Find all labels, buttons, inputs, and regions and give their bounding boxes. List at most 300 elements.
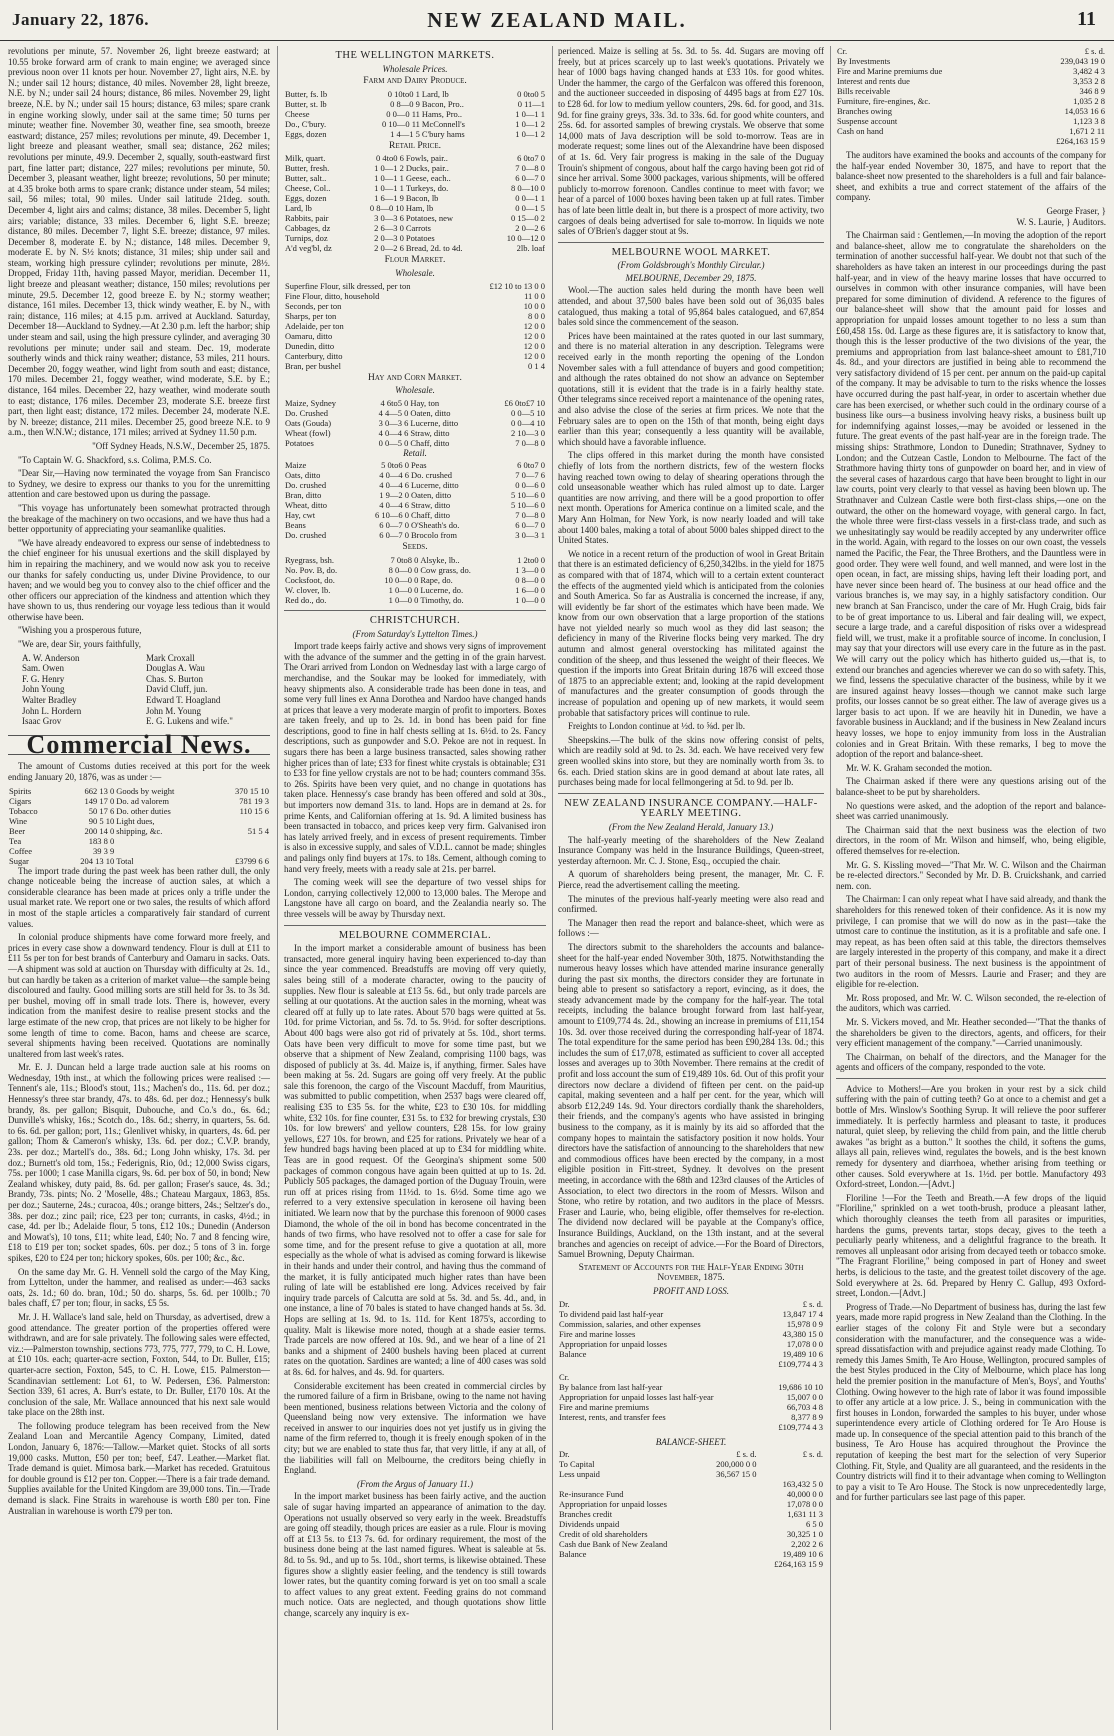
table-row — [836, 86, 1106, 96]
table-cell: 12 0 0 — [523, 320, 545, 331]
table-cell: 66,703 4 8 — [786, 1401, 823, 1412]
table-row — [558, 1422, 824, 1432]
table-row — [558, 1372, 824, 1382]
table-cell: Chaff, ditto — [410, 437, 450, 448]
table-cell — [702, 1529, 757, 1539]
table-cell: 4 4—5 0 — [378, 407, 409, 418]
table-cell: Seconds, per ton — [285, 300, 342, 311]
table-cell: Fine Flour, ditto, household — [285, 290, 380, 301]
table-row — [284, 555, 546, 565]
table-cell: Interest, rents, and transfer fees — [559, 1411, 666, 1422]
retail-table — [284, 153, 546, 253]
auditor-signature: George Fraser, } — [1046, 205, 1106, 216]
flour-subheading: Wholesale. — [395, 267, 435, 278]
table-cell: Dividends unpaid — [559, 1519, 620, 1530]
table-cell: Interest and rents due — [837, 76, 910, 86]
table-cell: £3799 6 6 — [235, 855, 269, 866]
advertisement: Advice to Mothers!—Are you broken in your rest by a sick child suffering with the pain of cutting teeth? Go at once to a chemist and get a bottle of Mrs. Winslow's Soothing Syrup. It will relieve the poor sufferer immediately. It is perfectly harmless and pleasant to taste, it produces natural, quiet sleep, by relieving the child from pain, and the little cherub awakes "as bright as a button." It soothes the child, it softens the gums, allays all pain, relieves wind, regulates the bowels, and is the best known remedy for dysentery and diarrhoea, whether arising from teething or other causes. Sold everywhere at 1s. 1½d. per bottle. Manufactory 493 Oxford-street, London.—[Advt.] — [836, 1083, 1106, 1190]
table-row — [836, 46, 1106, 56]
table-cell: O'Sheath's do. — [410, 520, 460, 531]
meeting-para: The Chairman said : Gentlemen,—In moving the adoption of the report and balance-sheet, allow me to congratulate the shareholders on the termination of another successful half-year. We doubt not that such of the shareholders as have taken an interest in our proceedings during the past half-year, and in view of the heavy marine losses that have occurred to ourselves in common with other insurance companies, will have been prepared for some diminution of dividend. A reference to the figures of our balance-sheet will show that the amount paid for losses and appropriation for unpaid losses amount together to no less a sum than £60,458 15s. 0d. Large as these figures are, it is satisfactory to know that, though this is the lesser productive of the two divisions of the year, the premiums and appropriation from last balance-sheet amount to £81,710 4s. 8d., and your directors are justified in being able to recommend the very satisfactory dividend of 15 per cent. per annum on the paid-up capital of the company. It may be advisable to turn to the risks whence the losses have occurred during the past half-year, in order to ascertain whether due care has been exercised, or whether such could in the ordinary course of a business like ours—a business involving heavy risks, a business built up for indemnifying against losses,—may be avoided or lessened in the future. The great events of the past half-year are in the foreign trade. The missing ships: Strathmore, London to Dunedin; Strathnaver, Sydney to London; and the Cutzean Castle, London to Melbourne. The fact of the Strathmore having thirty tons of gunpowder on board her, and in view of the several cases of hazardous cargo that have been brought to light in our law courts, point very clearly to that vessel as having been blown up. The Strathnaver and Culzean Castle were both first-class ships,—one on the outward, the other on the homeward voyage, with general cargo. In fact, the whole three were first-class vessels in a first-class trade, and such as we unhesitatingly say would be readily accepted by any underwriter office in the world. Again, with regard to the losses on our own coast, the vessels named the Pacific, the Fear, the Three Brothers, and the Dauntless were in good order. They were well found, and well manned, and were lost in the open ocean, in fact, are missing ships, having left their loading port, and have never since been heard of. The business at our head office and the various branches is, we may say, in a highly satisfactory condition. Our new branch at San Francisco, under the care of Mr. Hugh Craig, bids fair to be of great importance to us. Liberal and fair dealing will, we expect, secure a large trade, and a careful disposition of risks over a widespread field will, we trust, make it a profitable source of income. In conclusion, I may say that your directors will use every care in the future as in the past. We will carry out the policy which has hitherto guided us,—that is, to extend our branches and agencies wherever we can do so with safety. This, we find, lessens the speculative character of the business, while by it we are insured against heavy losses—though we cannot make such large profits, our losses cannot be so great either. The law of average gives us a larger basis to act upon. If we are heavily hit in Dunedin, we have a favorable business in Auckland; and if the business in New Zealand incurs heavy losses, we hope to enjoy immunity from loss in the Australian colonies and in Great Britain. With these remarks, I beg to move the adoption of the report and balance-sheet. — [836, 230, 1106, 760]
table-cell: Cow grass, do. — [420, 564, 471, 575]
hay-subheading: Wholesale. — [395, 385, 435, 396]
table-cell: Light dues, — [116, 815, 155, 826]
insurance-para: A quorum of shareholders being present, the manager, Mr. C. F. Pierce, read the advertisement calling the meeting. — [558, 869, 824, 890]
table-cell: 0 0—0 11 — [386, 108, 420, 119]
table-cell: Furniture, fire-engines, &c. — [837, 96, 931, 106]
profit-loss-heading: PROFIT AND LOSS. — [653, 1285, 729, 1296]
table-cell: Do. ad valorem — [116, 795, 169, 806]
table-cell: Milk, quart. — [285, 153, 326, 164]
table-cell: Cigars — [9, 795, 32, 806]
table-cell: To dividend paid last half-year — [559, 1308, 664, 1319]
table-cell: £264,163 15 9 — [1056, 136, 1105, 146]
signer: Edward T. Hoagland — [146, 695, 221, 706]
christchurch-para: The coming week will see the departure of two vessel ships for London, carrying collectively 12,000 to 13,000 bales. The Merope and Langstone have all cargo on board, and the Zealandia nearly so. The three vessels will be away by Thursday next. — [284, 877, 546, 919]
table-cell: 1 0—0 0 — [388, 594, 419, 605]
letter-closing: "We are, dear Sir, yours faithfully, — [18, 639, 141, 650]
table-cell: Brocolo from — [410, 530, 457, 541]
table-cell: Hay, cwt — [285, 510, 316, 521]
column-rule — [830, 46, 831, 1730]
table-row — [284, 233, 546, 243]
auditor-signature: W. S. Laurie, } Auditors. — [1016, 216, 1106, 227]
table-row — [284, 470, 546, 480]
table-cell: £ s. d. — [802, 1449, 823, 1460]
letter-para: "Dear Sir,—Having now terminated the voyage from San Francisco to Sydney, we desire to express our thanks to you for the unremitting attention and care bestowed upon us during the passage. — [8, 468, 270, 500]
table-cell: Fire and Marine premiums due — [837, 66, 943, 76]
commercial-para: Mr. E. J. Duncan held a large trade auction sale at his rooms on Wednesday, 19th inst., at which the following prices were realised :—Tennent's ale, 11s.; Blood's stout, 11s.; Machen's do., 11s. 6d. per doz.; Hennessy's three star brandy, 47s. to 48s. 6d. per doz.; Hennessy's bulk brandy, 8s. per gallon; Bisquit, Dubouche, and Co.'s do., 6s. 6d.; Dunville's whisky, 16s.; Scotch do., 18s. 6d.; sherry, in quarters, 5s. 6d. to 6s. 6d. per gallon; port, 11s.; Glenlivet whisky, in quarters, 4s. 6d. per gallon; Thom & Cameron's whisky, 13s. 6d. per doz.; C.V.P. brandy, 23s. per doz.; Martell's do., 38s. 6d.; Long John whisky, 17s. 3d. per doz.; Burnett's old tom, 15s.; Federignis, Rio, 0d.; 12,000 Swiss cigars, 75s. per 1000; 1 case Manilla cigars, 9s. 6d. per box of 50, in bond; New Zealand whiskey, duty paid, 8s. 6d. per gallon; Fraser's sauce, 4s. 3d.; Brandy, 73s. pints; No. 2 'Moselle, 48s.; Chateau Margaux, 1863, 85s. per doz.; Sauterne, 24s.; curacoa, 40s.; orange bitters, 24s.; Seltzer's do., 38s. per doz.; zinc pail; rice, £23 per ton; currants, in casks, 4½d.; in case, 4d. per lb.; Adelaide flour, 5 tons, £12 10s.; Dunedin (Anderson and Mowat's), 10 tons, £11; white lead, £40; No. 7 and 8 fencing wire, £18 to £19 per ton; socket spades, 60s. per doz.; 5 tons of 3 in. forge spikes, £20 to £24 per ton; hickory spokes, 60s. per 100; &c., &c. — [8, 1062, 270, 1263]
table-cell: Hay, ton — [410, 397, 440, 408]
melbourne-continued: perienced. Maize is selling at 5s. 3d. to 5s. 4d. Sugars are moving off freely, but at prices scarcely up to last week's quotations. Privately we hear of 1000 bags having changed hands at £33 10s. for good whites. Under the hammer, the cargo of the Gerfalcon was offered this forenoon, and the auctioneer succeeded in disposing of 4495 bags at from £27 10s. to £28 6d. for low to medium yellow counters, 29s. 6d. for good, and 31s. 9d. for fine grainy greys, 33s. 3d. to 33s. 6d. for good white counters, and 25s. 6d. for assorted samples of brewing crystals. We observe that some 14,000 mats of Java description will be sold to-morrow. Teas are in moderate request; some lines out of the Alexandrine have been disposed of at 1s. 6d. Very fair progress is making in the sale of the Duguay Trouin's shipment of congous, about half the cargo having been got rid of since her arrival. Some 3000 packages, various shipments, will be offered publicly to-morrow forenoon. Candles continue to meet with favor; we hear of a parcel of 1000 boxes having been taken up at full rates. Timber has of late been little dealt in, but there is a prospect of more activity, two cargoes of deals being advertised for sale to-morrow. In liquids we note sales of O'Brien's dagger stout at 9s. — [558, 46, 824, 237]
table-cell: 3,482 4 3 — [1073, 66, 1105, 76]
table-cell: Appropriation for unpaid losses — [559, 1499, 667, 1510]
table-cell — [212, 816, 270, 826]
signer: Mark Croxall — [146, 652, 195, 663]
table-row — [558, 1412, 824, 1422]
table-row — [558, 1359, 824, 1369]
letter-dateline: "Off Sydney Heads, N.S.W., December 25, 1875. — [92, 440, 270, 451]
table-cell: 1 2to0 0 — [517, 554, 545, 565]
table-row — [284, 510, 546, 520]
table-row — [558, 1329, 824, 1339]
table-cell: £109,774 4 3 — [778, 1358, 823, 1369]
table-row — [284, 575, 546, 585]
table-row — [8, 806, 270, 816]
table-cell: A'd veg'bl, dz — [285, 243, 332, 254]
table-row — [284, 119, 546, 129]
newspaper-title: NEW ZEALAND MAIL. — [427, 8, 687, 32]
table-cell: Canterbury, ditto — [285, 350, 343, 361]
table-row — [284, 321, 546, 331]
signer: F. G. Henry — [22, 673, 65, 684]
table-cell: Do. crushed — [285, 480, 327, 491]
table-cell: 1 0—1 1 — [515, 108, 545, 119]
table-cell: 12 0 0 — [523, 350, 545, 361]
table-cell: Cocksfoot, do. — [285, 574, 335, 585]
table-row — [558, 1402, 824, 1412]
table-cell: 183 8 0 — [88, 835, 115, 846]
table-cell — [702, 1489, 757, 1499]
table-cell — [115, 836, 212, 846]
table-cell: 0 15—0 2 — [511, 213, 545, 224]
table-cell: 17,078 0 0 — [786, 1499, 823, 1510]
table-cell: 15,007 0 0 — [786, 1391, 823, 1402]
table-cell: 1 9—2 0 — [379, 490, 409, 501]
table-cell: Spirits — [9, 785, 32, 796]
table-row — [558, 1459, 824, 1469]
divider — [284, 925, 546, 926]
table-cell: 10 0—0 0 — [384, 574, 419, 585]
table-cell: Balance — [559, 1549, 587, 1560]
table-cell: 17,078 0 0 — [786, 1338, 823, 1349]
meeting-para: Mr. Ross proposed, and Mr. W. C. Wilson seconded, the re-election of the auditors, which was carried. — [836, 992, 1106, 1014]
table-cell: Cheese — [285, 108, 310, 119]
table-cell: 0 4to0 6 — [375, 153, 404, 164]
table-cell: 30,325 1 0 — [786, 1529, 823, 1540]
table-cell: Superfine Flour, silk dressed, per ton — [285, 280, 411, 291]
table-cell: Oamaru, ditto — [285, 330, 333, 341]
table-row — [558, 1382, 824, 1392]
table-row — [836, 66, 1106, 76]
table-row — [836, 126, 1106, 136]
table-cell: 3 0—3 6 — [378, 417, 409, 428]
table-row — [284, 595, 546, 605]
table-cell: Credit of old shareholders — [559, 1529, 648, 1540]
table-cell: 8 0—0 0 — [388, 564, 419, 575]
table-cell: Fowls, pair.. — [405, 153, 448, 164]
table-row — [558, 1299, 824, 1309]
table-cell — [758, 1469, 824, 1479]
table-cell: 0 0—5 0 — [378, 437, 409, 448]
table-cell: Maize, Sydney — [285, 397, 336, 408]
table-cell: Appropriation for unpaid losses — [559, 1338, 667, 1349]
table-cell: Oats, ditto — [285, 470, 321, 481]
table-cell: Alsyke, lb.. — [420, 554, 460, 565]
table-row — [558, 1559, 824, 1569]
table-cell: 90 5 10 — [88, 815, 115, 826]
table-cell: Commission, salaries, and other expenses — [559, 1318, 701, 1329]
table-cell: 346 8 9 — [1079, 86, 1105, 96]
table-row — [836, 116, 1106, 126]
table-cell: 0 8—0 0 — [515, 574, 545, 585]
table-cell: 2 6—3 0 — [374, 223, 404, 234]
hay-heading: Hay and Corn Market. — [368, 372, 462, 383]
table-cell: 0 0—1 1 — [515, 193, 545, 204]
table-cell: 39 3 9 — [93, 845, 115, 856]
commercial-para: On the same day Mr. G. H. Vennell sold the cargo of the May King, from Lyttelton, under the hammer, and realised as under:—463 sacks oats, 2s. 1d.; 60 do. bran, 10d.; 50 do. sharps, 5s. 6d. per 100lb.; 70 bales chaff, £7 per ton; flour, in sacks, £5 5s. — [8, 1266, 270, 1309]
table-cell: Do. other duties — [116, 805, 171, 816]
table-cell: 1,123 3 8 — [1073, 116, 1105, 126]
table-cell: Sugar — [9, 855, 29, 866]
table-cell: 149 17 0 — [84, 795, 115, 806]
table-cell: 0 8—0 10 — [369, 203, 404, 214]
table-cell: Butter, salt.. — [285, 173, 327, 184]
signer: John Young — [22, 684, 65, 695]
voyage-log: revolutions per minute, 57. November 26, light breeze eastward; at 10.55 broke forward arm of crank to main engine; we averaged since previous noon over 11 knots per hour. November 27, light airs, N.E. by N.; under sail 12 hours; distance, 40 miles. November 28, light breeze, N.E. by N.; under sail 24 hours; distance, 86 miles. November 29, light breeze, N.E. by N.; under sail 15 hours; distance, 63 miles; spare crank in engine working slowly, under sail at the same time; 50 turns per minute; weather fine. November 30, weather fine, sea smooth, breeze eastward; distance, 257 miles; revolutions per minute, 49. December 1, light breeze and pleasant weather, small sea; distance, 262 miles; revolutions per minute, 49.9. December 2, squally, south-eastward first part, fine latter part; distance, 227 miles; revolutions per minute, 50. December 3, pleasant weather, light breeze; revolutions, 50 per minute; at 4.35 broke both arms to spare crank; distance under steam, 54 miles; sail, 56 miles; total, 90 miles. Under sail latitude 21deg. south. December 4, light airs and calms; distance, 38 miles. December 5, light airs; variable; distance, 33 miles. December 6, light S.E. breeze; distance, 80 miles. December 7, light S.E. breeze; distance, 97 miles. December 8, moderate E. by N.; distance, 148 miles. December 9, moderate E. by N. S½ knots; distance, 31 miles; ship under sail and steam, working high pressure cylinder; revolutions per minute, 28½. Dropped, Friday 11th, having passed Mayor, meridian. December 11, light breeze and pleasant weather; distance, 150 miles; revolutions per minute, 29.5. December 12, good breeze E. by N.; stormy weather; distance, 161 miles. December 13, thick windy weather, E. by N., with rain; distance, 116 miles; at 4.15 p.m. arrived at Auckland. Saturday, December 18—Auckland to Sydney.—At 2.30 p.m. left the harbor; ship under steam and sail, using the high pressure cylinder, and averaging 30 revolutions per minute; under sail and steam. Dec. 19, moderate southerly winds and thick rainy weather; distance, 53 miles, 211 hours. December 20, foggy weather, wind light from south and east; distance, 170 miles. December 21, foggy weather, wind moderate, S.E. by E.; distance, 164 miles. December 22, hazy weather, wind moderate south to east; distance, 176 miles. December 23, moderate S.E. breeze first part, then light east; distance, 172 miles. December 24, moderate N.E. by N. breeze; distance, 211 miles. December 25, good breeze N.E. to 9 a.m., then W.N.W.; distance, 171 miles; arrived at Sydney 11.50 p.m. — [8, 46, 270, 438]
table-cell: Cash on hand — [837, 126, 884, 136]
table-cell: Tobacco — [9, 805, 38, 816]
table-row — [284, 585, 546, 595]
insurance-heading: NEW ZEALAND INSURANCE COMPANY.—HALF-YEARLY MEETING. — [564, 797, 818, 820]
table-row — [836, 106, 1106, 116]
table-cell: 19,489 10 6 — [782, 1348, 823, 1359]
meeting-para: No questions were asked, and the adoption of the report and balance-sheet was carried unanimously. — [836, 800, 1106, 822]
table-cell: Bran, per bushel — [285, 360, 341, 371]
table-row — [284, 291, 546, 301]
meeting-para: The Chairman asked if there were any questions arising out of the balance-sheet to be put by shareholders. — [836, 776, 1106, 798]
advertisement: Floriline !—For the Teeth and Breath.—A few drops of the liquid "Floriline," sprinkled on a wet tooth-brush, produce a pleasant lather, which thoroughly cleanses the teeth from all parasites or impurities, hardens the gums, prevents tartar, stops decay, gives to the teeth a peculiarly pearly whiteness, and a delightful fragrance to the breath. It removes all unpleasant odor arising from decayed teeth or tobacco smoke. "The Fragrant Floriline," being composed in part of Honey and sweet herbs, is delicious to the taste, and the greatest toilet discovery of the age. Sold everywhere at 2s. 6d. Prepared by Henry C. Gallup, 493 Oxford-street, London.—[Advt.] — [836, 1192, 1106, 1299]
masthead — [0, 0, 1114, 41]
melbourne-heading: MELBOURNE COMMERCIAL. — [338, 929, 492, 941]
table-cell: Oats (Gouda) — [285, 417, 332, 428]
table-cell: 2 10—3 0 — [511, 427, 545, 438]
table-cell: Turnips, doz — [285, 233, 328, 244]
table-cell: 19,489 10 6 — [782, 1549, 823, 1560]
table-row — [8, 786, 270, 796]
table-cell: 0 0—4 10 — [511, 417, 545, 428]
table-row — [284, 243, 546, 253]
table-cell: shipping, &c. — [116, 825, 163, 836]
table-cell: 110 15 6 — [239, 805, 269, 816]
letter-para: "We have already endeavored to express our sense of indebtedness to the chief engineer for his unusual exertions and the skill displayed by him in repairing the machinery, and we would now ask you to receive our thanks for safely conducting us, under Divine Providence, to our haven; and we would beg you to convey also to the chief officer and the other officers our appreciation of the kindness and attention which they have shown to us, thus rendering our voyage less tedious than it would otherwise have been. — [8, 537, 270, 622]
insurance-source: (From the New Zealand Herald, January 13.) — [608, 821, 774, 832]
table-row — [284, 331, 546, 341]
table-cell — [115, 846, 212, 856]
table-row — [836, 56, 1106, 66]
melbourne-source: (From the Argus of January 11.) — [357, 1478, 473, 1489]
table-cell — [763, 1372, 824, 1382]
table-row — [284, 163, 546, 173]
meeting-para: Mr. S. Vickers moved, and Mr. Heather seconded—"That the thanks of the shareholders be given to the directors, agents, and officers, for their very efficient management of the company."—Carried unanimously. — [836, 1016, 1106, 1049]
meeting-para: The Chairman said that the next business was the election of two directors, in the room of Mr. Wilson and himself, who, being eligible, offered themselves for re-election. — [836, 824, 1106, 856]
table-cell — [212, 836, 270, 846]
table-cell: 43,380 15 0 — [782, 1328, 823, 1339]
table-cell — [836, 136, 1019, 146]
table-row — [284, 109, 546, 119]
table-cell: 0 8—0 9 — [390, 98, 420, 109]
table-cell: Lucerne, ditto — [410, 480, 459, 491]
table-cell: 3 0—3 6 — [374, 213, 404, 224]
retail-heading: Retail Price. — [389, 140, 441, 151]
table-cell: 2 0—2 6 — [515, 223, 545, 234]
christchurch-para: Import trade keeps fairly active and shows very signs of improvement with the advance of the summer and the getting in of the grain harvest. The Orari arrived from London on Wednesday last with a large cargo of merchandise, and the Soukar may be looked for immediately, with heavy shipments also. A considerable trade has been done in teas, and some very full lines ex Anna Dorothea and Nardoo have changed hands at prices that leave a very moderate margin of profit to importers. Boxes are taken freely, and up to 2s. 1d. in bond has been paid for fine descriptions, good to fine in half chests selling at 1s. 6½d. to 2s. Fancy descriptions, such as gunpowder and S.O. Pekoe are not in request. In sugars there has been a large business transacted, sales showing rather higher prices than of late; £33 for finest white crystals is obtainable; £31 to £33 for fine yellow crystals are not to be had; counters command 35s. to 26s. Spirits have been very quiet, and no change in quotations has taken place. Hennessy's case brandy has been offered and sold at 30s., but importers now demand 31s. to land. Hops are in demand at 2s. for prime Kents, and Californian offering at 1s. 9d. A limited business has been transacted in tobacco, and prices keep very firm. Galvanised iron has lately arrived freely, and in excess of present requirements. Timber is also in excessive supply, and sales of V.D.L. cannot be made; shingles and palings only find buyers at 17s. to 18s. Cement, although coming to hand very freely, meets with a ready sale at 21s. per barrel. — [284, 641, 546, 874]
wool-para: We notice in a recent return of the production of wool in Great Britain that there is an estimated deficiency of 6,250,342lbs. in the yield for 1875 as compared with that of 1874, which will to a certain extent counteract the effects of the augmented yield which is anticipated from the colonies and South America. So far as Australia is concerned the increase, if any, will evidently be far short of the estimates which have been made. We know from our own observation that a large proportion of the stations have not yielded nearly so much wool as they did last season; the deficiency in many of the Riverine flocks being very marked. The dry autumn and almost general overstocking has militated against the condition of the sheep, and thus lessened the weight of their fleeces. We question if the imports into Great Britain during 1876 will exceed those of 1875 to an appreciable extent; and, looking at the rapid development of manufactures and the greater consumption of goods through the increase of population and opening up of new markets, it would seem probable that satisfactory prices will continue to rule. — [558, 548, 824, 718]
table-cell: Rabbits, pair — [285, 213, 329, 224]
table-cell: Dunedin, ditto — [285, 340, 335, 351]
table-row — [8, 856, 270, 866]
table-cell: 200,000 0 0 — [716, 1459, 757, 1470]
balance-sheet-heading: BALANCE-SHEET. — [655, 1436, 727, 1447]
table-cell: Adelaide, per ton — [285, 320, 344, 331]
table-row — [284, 213, 546, 223]
signer: Douglas A. Wau — [146, 663, 205, 674]
table-cell: Do. Crushed — [285, 407, 328, 418]
table-row — [284, 301, 546, 311]
table-cell: £ s. d. — [1084, 46, 1105, 56]
table-cell: 3 0—3 1 — [515, 530, 545, 541]
table-cell: Maize — [285, 460, 307, 471]
column-4 — [836, 46, 1106, 1730]
table-row — [284, 281, 546, 291]
table-cell: Bills receivable — [837, 86, 891, 96]
table-cell: £ s. d. — [802, 1298, 823, 1309]
table-cell: 7 0—7 6 — [515, 470, 545, 481]
accounts-heading: Statement of Accounts for the Half-Year Ending 30th November, 1875. — [578, 1262, 804, 1284]
table-cell — [558, 1479, 702, 1489]
auditors-report: The auditors have examined the books and accounts of the company for the half-year ended November 30, 1875, and have to report that the balance-sheet now presented to the shareholders is a full and fair balance-sheet, and exhibits a true and correct statement of the affairs of the company. — [836, 150, 1106, 203]
table-cell: £6 0to£7 10 — [504, 397, 545, 408]
markets-heading: THE WELLINGTON MARKETS. — [335, 50, 495, 61]
table-row — [284, 89, 546, 99]
signer: A. W. Anderson — [22, 652, 80, 663]
table-cell: 15,978 0 9 — [786, 1318, 823, 1329]
table-cell: Lucerne, ditto — [410, 417, 459, 428]
column-1 — [8, 46, 270, 1730]
divider — [836, 1078, 1106, 1079]
table-row — [836, 76, 1106, 86]
table-cell: 1 0—1 1 — [374, 183, 404, 194]
signer: John M. Young — [146, 705, 202, 716]
table-cell: 2lb. loaf — [516, 243, 545, 254]
table-row — [558, 1349, 824, 1359]
farm-heading: Farm and Dairy Produce. — [363, 76, 467, 87]
table-cell: 0 10to0 1 — [387, 88, 420, 99]
signer: Isaac Grov — [22, 716, 62, 727]
table-cell: 6 0—7 0 — [515, 173, 545, 184]
melbourne-para: Considerable excitement has been created in commercial circles by the rumored failure of a firm in Brisbane, owing to the name not having been mentioned, business relations between Victoria and the colony of Queensland being now very extensive. The information we have received in answer to our inquiries does not yet justify us in giving the name of the firm referred to, though it is freely enough spoken of in the city; but we are enabled to state thus far, that very little, if any at all, of the liabilities will fall on Melbourne, the creditors being chiefly in England. — [284, 1380, 546, 1476]
table-cell: 1 0—1 2 — [515, 118, 545, 129]
table-cell: Ham, lb — [405, 203, 434, 214]
table-cell: 1,035 2 8 — [1073, 96, 1105, 106]
table-row — [284, 460, 546, 470]
table-cell: 1 0—1 1 — [374, 173, 404, 184]
table-cell: Turkeys, do. — [405, 183, 449, 194]
table-row — [558, 1519, 824, 1529]
table-cell: Oaten, ditto — [410, 407, 451, 418]
table-cell: 5 10—6 0 — [511, 500, 545, 511]
table-cell: Chaff, ditto — [410, 510, 450, 521]
table-cell: By Investments — [837, 56, 891, 66]
table-row — [558, 1499, 824, 1509]
table-cell — [702, 1479, 757, 1489]
letter-para: "Wishing you a prosperous future, — [18, 625, 142, 636]
advertisement: Progress of Trade.—No Department of business has, during the last few years, made more rapid progress in New Zealand than the Clothing. In the earlier stages of the colony Fit and Style were but a secondary consideration with the manufacturer, and the consequence was a wide-spread dissatisfaction with and prejudice against ready made Clothing. To remedy this James Smith, Te Aro House, Wellington, procured samples of the best Styles produced in the City of Melbourne, which place has long held the premier position in the manufacture of Men's, Boys', and Youths' Clothing. Owing however to the high rate of labor it was found impossible to offer any article at a low price. J. S., being in communication with the first houses in London, forwarded the samples to his buyer, under whose superintendence every article of Clothing ordered for Te Aro House is made up. In consequence of the special attention paid to this branch of the business, Te Aro House has acquired throughout the Province the reputation of keeping the best mart for the selection of very Superior Clothing. Fit, Style, and Quality are all guaranteed, and the residents in the Country districts will find it to their advantage when coming to Wellington to pay a visit to Te Aro House. The Stock is now unprecedentedly large, and for further particulars see last page of this paper. — [836, 1301, 1106, 1503]
table-cell: Hams, Pro.. — [421, 108, 463, 119]
flour-heading: Flour Market. — [384, 255, 446, 266]
table-cell: 4 6to5 0 — [380, 397, 409, 408]
table-cell: 370 15 10 — [235, 785, 269, 796]
table-row — [284, 173, 546, 183]
table-cell: 200 14 0 — [84, 825, 115, 836]
table-cell: Potatoes — [285, 437, 314, 448]
table-cell: 40,000 0 0 — [786, 1489, 823, 1500]
table-cell: 1 0—1 2 — [374, 163, 404, 174]
table-cell: 6 0—7 0 — [379, 520, 409, 531]
table-row — [558, 1392, 824, 1402]
table-cell: Fire and marine premiums — [559, 1401, 649, 1412]
table-cell: Do., C'bury. — [285, 118, 327, 129]
table-cell: 4 0—4 6 — [379, 480, 409, 491]
table-cell: Potatoes — [405, 233, 435, 244]
balance-sheet-table — [558, 1449, 824, 1569]
markets-subheading: Wholesale Prices. — [382, 63, 448, 74]
table-cell: 6 5 0 — [806, 1519, 823, 1530]
table-row — [284, 341, 546, 351]
table-row — [284, 480, 546, 490]
table-cell: Eggs, dozen — [285, 193, 327, 204]
table-cell: 51 5 4 — [247, 825, 269, 836]
table-cell: 13,847 17 4 — [782, 1308, 823, 1319]
wool-para: Prices have been maintained at the rates quoted in our last summary, and there is no material alteration in any description. Telegrams were received early in the month reporting the opening of the London November sales with a full attendance of buyers and good competition; and although the rates obtained do not show an advance on September quotations, still it is evident that the trade is in a fairly healthy state. Other telegrams since received report a maintenance of the opening rates, and also advise the close of the series at firm prices. We note that the February sales are to open on the 15th of that month, being eight days earlier than this year; consequently a less quantity will be available, which should have a favorable influence. — [558, 330, 824, 447]
table-cell: 6 0—7 0 — [515, 520, 545, 531]
meeting-para: The Chairman, on behalf of the directors, and the Manager for the agents and officers of the company, responded to the vote. — [836, 1051, 1106, 1073]
table-cell: £ s. d. — [736, 1449, 757, 1460]
column-rule — [277, 46, 278, 1730]
table-cell: 5 10—6 0 — [511, 490, 545, 501]
table-cell: 1 4—1 5 — [390, 128, 420, 139]
table-cell — [702, 1499, 757, 1509]
table-cell: Less unpaid — [559, 1469, 600, 1480]
divider — [284, 610, 546, 611]
column-2 — [284, 46, 546, 1730]
christchurch-heading: CHRISTCHURCH. — [369, 614, 461, 626]
table-row — [284, 398, 546, 408]
divider — [558, 793, 824, 794]
table-cell: Re-insurance Fund — [559, 1489, 624, 1500]
table-cell: Cabbages, dz — [285, 223, 331, 234]
table-cell: 4 0—4 6 — [379, 500, 409, 511]
insurance-para: The minutes of the previous half-yearly meeting were also read and confirmed. — [558, 893, 824, 915]
table-row — [284, 351, 546, 361]
table-cell: 0 0to0 5 — [517, 88, 545, 99]
christchurch-source: (From Saturday's Lyttelton Times.) — [352, 628, 478, 639]
table-cell — [702, 1539, 757, 1549]
table-row — [284, 490, 546, 500]
profit-loss-cr-table — [558, 1372, 824, 1432]
table-cell: Branches owing — [837, 106, 893, 116]
table-cell — [702, 1519, 757, 1529]
table-cell: Cash due Bank of New Zealand — [559, 1539, 668, 1550]
table-cell: 6 10—6 0 — [374, 510, 409, 521]
table-cell: Geese, each.. — [405, 173, 451, 184]
table-cell: Red do., do. — [285, 594, 327, 605]
table-cell: Lard, lb — [421, 88, 449, 99]
table-cell: C'bury hams — [421, 128, 465, 139]
table-cell: Peas — [410, 460, 427, 471]
table-cell: 1 6—0 0 — [515, 584, 545, 595]
table-cell: By balance from last half-year — [559, 1381, 663, 1392]
table-row — [836, 96, 1106, 106]
balance-sheet-cr-table — [836, 46, 1106, 146]
table-cell: Cr. — [837, 46, 848, 56]
customs-intro: The amount of Customs duties received at this port for the week ending January 20, 1876, was as under :— — [8, 761, 270, 782]
table-cell: Ducks, pair.. — [405, 163, 449, 174]
table-row — [8, 816, 270, 826]
meeting-para: Mr. W. K. Graham seconded the motion. — [846, 762, 992, 773]
signer: Sam. Owen — [22, 663, 64, 674]
wool-source: (From Goldsbrough's Monthly Circular.) — [617, 260, 765, 271]
table-cell: 1,671 2 11 — [1069, 126, 1105, 136]
table-cell: Bran, ditto — [285, 490, 322, 501]
signer: David Cluff, jun. — [146, 684, 208, 695]
table-cell: 7 0—8 0 — [515, 510, 545, 521]
table-cell: Cr. — [559, 1371, 570, 1382]
profit-loss-dr-table — [558, 1299, 824, 1369]
flour-table — [284, 281, 546, 371]
table-row — [284, 153, 546, 163]
table-cell — [702, 1549, 757, 1559]
